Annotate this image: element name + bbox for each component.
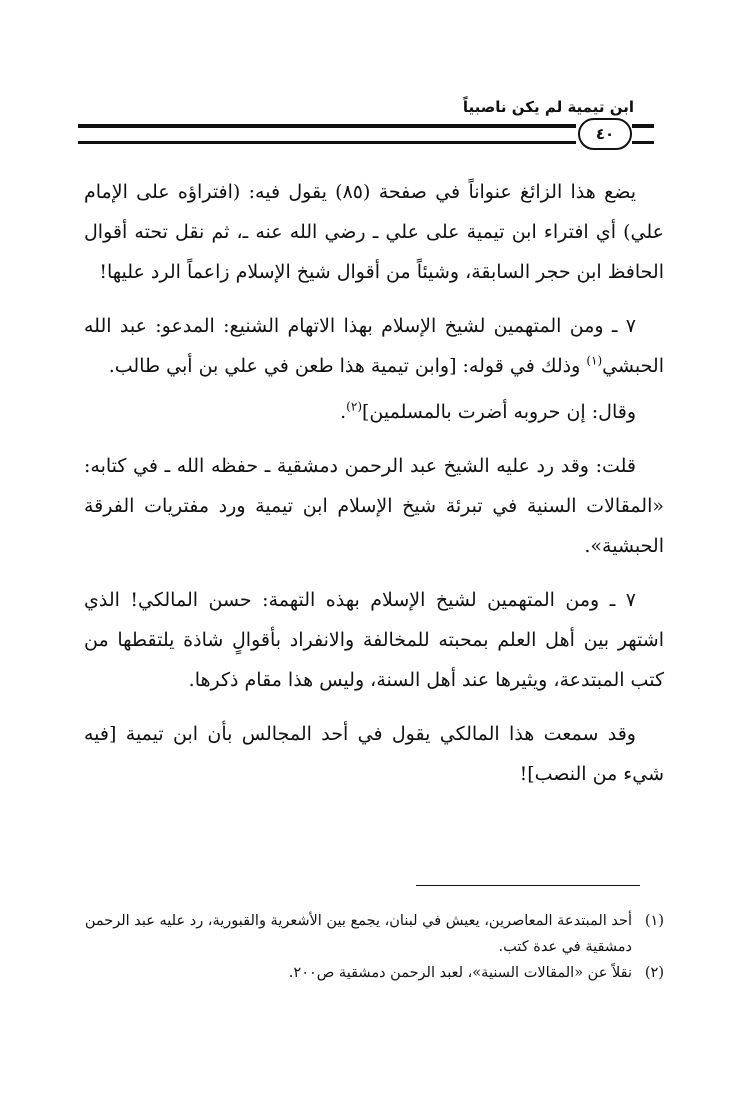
footnote-text: نقلاً عن «المقالات السنية»، لعبد الرحمن دمشقية ص٢٠٠. — [288, 965, 632, 981]
paragraph-1: يضع هذا الزائغ عنواناً في صفحة (٨٥) يقول فيه: (افتراؤه على الإمام علي) أي افتراء ابن تيمية على علي ـ رضي الله عنه ـ، ثم نقل تحته أقوال الحافظ ابن حجر السابقة، وشيئاً من أقوال شيخ الإسلام زاعماً الرد عليها! — [84, 181, 664, 283]
header-rule — [78, 124, 576, 144]
paragraph-3 — [84, 392, 664, 432]
footnote-text: أحد المبتدعة المعاصرين، يعيش في لبنان، يجمع بين الأشعرية والقبورية، رد عليه عبد الرحمن دمشقية في عدة كتب. — [84, 913, 632, 955]
paragraph-2-text-a: ٧ ـ ومن المتهمين لشيخ الإسلام بهذا الاتهام الشنيع: المدعو: عبد الله الحبشي — [84, 315, 664, 377]
footnote-2 — [84, 960, 664, 986]
footnote-number: (١) — [644, 913, 664, 929]
footnote-ref-2[interactable]: (٢) — [346, 399, 362, 414]
running-title: ابن تيمية لم يكن ناصبياً — [462, 98, 634, 116]
footnote-ref-1[interactable]: (١) — [586, 353, 603, 368]
footnote-1 — [84, 908, 664, 960]
page-number: ٤٠ — [578, 118, 632, 150]
paragraph-6: وقد سمعت هذا المالكي يقول في أحد المجالس بأن ابن تيمية [فيه شيء من النصب]! — [84, 723, 664, 785]
header-rule-right — [632, 124, 654, 144]
paragraph-2 — [84, 306, 664, 386]
paragraph-3-text-a: وقال: إن حروبه أضرت بالمسلمين] — [362, 401, 636, 423]
paragraph-3-text-b: . — [340, 401, 347, 423]
paragraph-5: ٧ ـ ومن المتهمين لشيخ الإسلام بهذه التهمة: حسن المالكي! الذي اشتهر بين أهل العلم بمحبته للمخالفة والانفراد بأقوالٍ شاذة يلتقطها من كتب المبتدعة، ويثيرها عند أهل السنة، وليس هذا مقام ذكرها. — [84, 589, 664, 691]
paragraph-4: قلت: وقد رد عليه الشيخ عبد الرحمن دمشقية ـ حفظه الله ـ في كتابه: «المقالات السنية في تبرئة شيخ الإسلام ابن تيمية ورد مفتريات الفرقة الحبشية». — [84, 455, 664, 557]
footnotes — [84, 908, 664, 986]
footnote-separator — [416, 885, 640, 886]
body-text — [84, 172, 664, 808]
paragraph-2-text-b: وذلك في قوله: [وابن تيمية هذا طعن في علي بن أبي طالب. — [108, 355, 587, 377]
footnote-number: (٢) — [644, 965, 664, 981]
